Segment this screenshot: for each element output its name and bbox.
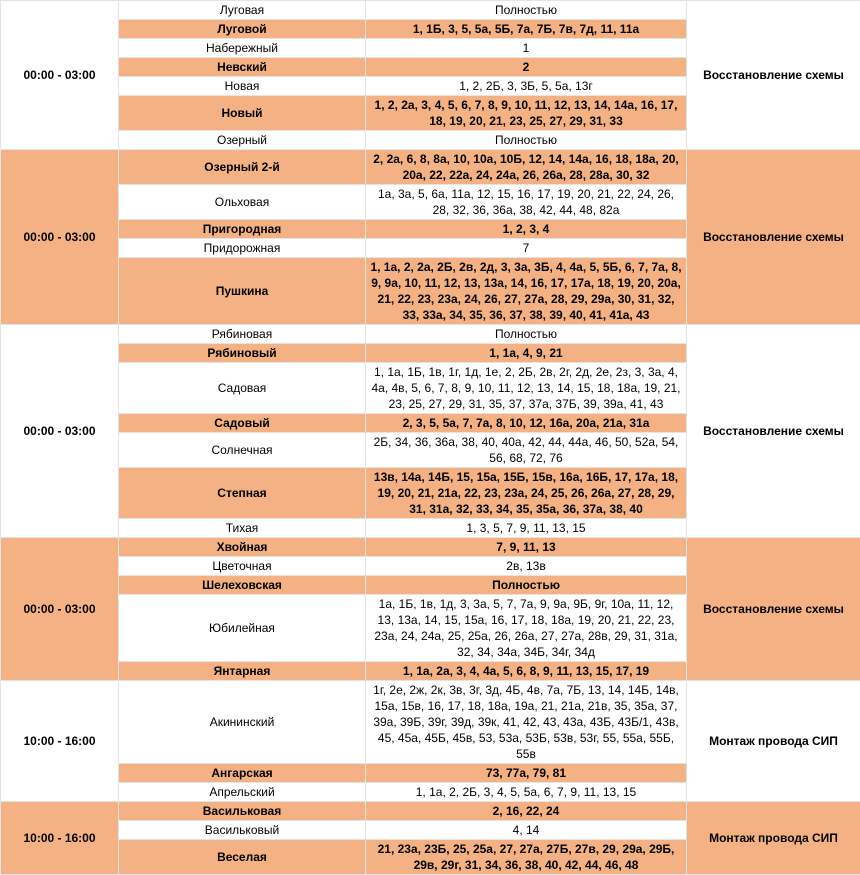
houses-cell: 7 — [366, 239, 687, 258]
street-cell: Шелеховская — [119, 576, 366, 595]
houses-cell: 1, 2, 2а, 3, 4, 5, 6, 7, 8, 9, 10, 11, 12, 13, 14, 14а, 16, 17, 18, 19, 20, 21, 23, 25, 27, 29, 31, 33 — [366, 96, 687, 131]
houses-cell: 1, 1а, 2, 2Б, 3, 4, 5, 5а, 6, 7, 9, 11, 13, 15 — [366, 783, 687, 802]
street-cell: Янтарная — [119, 662, 366, 681]
table-row — [1, 325, 860, 344]
houses-cell: 2в, 13в — [366, 557, 687, 576]
houses-cell: 4, 14 — [366, 821, 687, 840]
table-row — [1, 802, 860, 821]
houses-cell: 2Б, 34, 36, 36а, 38, 40, 40а, 42, 44, 44а, 46, 50, 52а, 54, 56, 68, 72, 76 — [366, 433, 687, 468]
street-cell: Хвойная — [119, 538, 366, 557]
street-cell: Пушкина — [119, 258, 366, 325]
houses-cell: Полностью — [366, 1, 687, 20]
street-cell: Садовый — [119, 414, 366, 433]
houses-cell: 7, 9, 11, 13 — [366, 538, 687, 557]
time-window-cell: 10:00 - 16:00 — [1, 802, 119, 875]
work-type-cell: Восстановление схемы — [687, 1, 860, 150]
houses-cell: 1, 1а, 1Б, 1в, 1г, 1д, 1е, 2, 2Б, 2в, 2г, 2д, 2е, 2з, 3, 3а, 4, 4а, 4в, 5, 6, 7, 8, 9, 10, 11, 12, 13, 14, 15, 18, 18а, 19, 21, 23, 25, 27, 29, 31, 35, 37, 37а, 37Б, 39, 39а, 41, 43 — [366, 363, 687, 414]
street-cell: Тихая — [119, 519, 366, 538]
street-cell: Акининский — [119, 681, 366, 764]
street-cell: Юбилейная — [119, 595, 366, 662]
houses-cell: 2 — [366, 58, 687, 77]
street-cell: Придорожная — [119, 239, 366, 258]
houses-cell: Полностью — [366, 325, 687, 344]
houses-cell: 1а, 3а, 5, 6а, 11а, 12, 15, 16, 17, 19, 20, 21, 22, 24, 26, 28, 32, 36, 36а, 38, 42, 44, 48, 82а — [366, 185, 687, 220]
street-cell: Озерный 2-й — [119, 150, 366, 185]
street-cell: Новый — [119, 96, 366, 131]
street-cell: Пригородная — [119, 220, 366, 239]
houses-cell: 21, 23а, 23Б, 25, 25а, 27, 27а, 27Б, 27в, 29, 29а, 29Б, 29в, 29г, 31, 34, 36, 38, 40, 42, 44, 46, 48 — [366, 840, 687, 875]
time-window-cell: 00:00 - 03:00 — [1, 1, 119, 150]
street-cell: Луговой — [119, 20, 366, 39]
work-type-cell: Восстановление схемы — [687, 538, 860, 681]
houses-cell: 1, 1а, 2, 2а, 2Б, 2в, 2д, 3, 3а, 3Б, 4, 4а, 5, 5Б, 6, 7, 7а, 8, 9, 9а, 10, 11, 12, 13, 13а, 14, 16, 17, 17а, 18, 19, 20, 20а, 21, 22, 23, 23а, 24, 26, 27, 27а, 28, 29, 29а, 30, 31, 32, 33, 33а, 34, 35, 36, 37, 38, 39, 40, 41, 41а, 43 — [366, 258, 687, 325]
time-window-cell: 00:00 - 03:00 — [1, 150, 119, 325]
table-row — [1, 681, 860, 764]
street-cell: Цветочная — [119, 557, 366, 576]
houses-cell: 1, 2, 2Б, 3, 3Б, 5, 5а, 13г — [366, 77, 687, 96]
houses-cell: 1г, 2е, 2ж, 2к, 3в, 3г, 3д, 4Б, 4в, 7а, 7Б, 13, 14, 14Б, 14в, 15а, 15в, 16, 17, 18, 18а, 19а, 21, 21а, 21в, 35, 35а, 37, 39а, 39Б, 39г, 39д, 39к, 41, 42, 43, 43а, 43Б, 43Б/1, 43в, 45, 45а, 45Б, 45в, 53, 53а, 53Б, 53в, 53г, 55, 55а, 55Б, 55в — [366, 681, 687, 764]
table-row — [1, 150, 860, 185]
houses-cell: 13в, 14а, 14Б, 15, 15а, 15Б, 15в, 16а, 16Б, 17, 17а, 18, 19, 20, 21, 21а, 22, 23, 23а, 24, 25, 26, 26а, 27, 28, 29, 31, 31а, 32, 33, 34, 35, 35а, 36, 37а, 38, 40 — [366, 468, 687, 519]
street-cell: Апрельский — [119, 783, 366, 802]
street-cell: Рябиновый — [119, 344, 366, 363]
houses-cell: Полностью — [366, 131, 687, 150]
houses-cell: 1а, 1Б, 1в, 1д, 3, 3а, 5, 7, 7а, 9, 9а, 9Б, 9г, 10а, 11, 12, 13, 13а, 14, 15, 15а, 16, 17, 18, 18а, 19, 20, 21, 22, 23, 23а, 24, 24а, 25, 25а, 26, 26а, 27, 27а, 28в, 29, 31, 31а, 32, 34, 34а, 34Б, 34г, 34д — [366, 595, 687, 662]
street-cell: Ангарская — [119, 764, 366, 783]
work-type-cell: Монтаж провода СИП — [687, 681, 860, 802]
houses-cell: 1, 2, 3, 4 — [366, 220, 687, 239]
houses-cell: 2, 16, 22, 24 — [366, 802, 687, 821]
time-window-cell: 00:00 - 03:00 — [1, 538, 119, 681]
street-cell: Веселая — [119, 840, 366, 875]
houses-cell: Полностью — [366, 576, 687, 595]
street-cell: Васильковый — [119, 821, 366, 840]
time-window-cell: 00:00 - 03:00 — [1, 325, 119, 538]
street-cell: Васильковая — [119, 802, 366, 821]
street-cell: Озерный — [119, 131, 366, 150]
street-cell: Рябиновая — [119, 325, 366, 344]
table-row — [1, 538, 860, 557]
work-type-cell: Восстановление схемы — [687, 325, 860, 538]
street-cell: Ольховая — [119, 185, 366, 220]
street-cell: Садовая — [119, 363, 366, 414]
street-cell: Солнечная — [119, 433, 366, 468]
houses-cell: 1, 1Б, 3, 5, 5а, 5Б, 7а, 7Б, 7в, 7д, 11, 11а — [366, 20, 687, 39]
houses-cell: 2, 3, 5, 5а, 7, 7а, 8, 10, 12, 16а, 20а, 21а, 31а — [366, 414, 687, 433]
street-cell: Степная — [119, 468, 366, 519]
street-cell: Невский — [119, 58, 366, 77]
houses-cell: 2, 2а, 6, 8, 8а, 10, 10а, 10Б, 12, 14, 14а, 16, 18, 18а, 20, 20а, 22, 22а, 24, 24а, 26, 26а, 28, 28а, 30, 32 — [366, 150, 687, 185]
houses-cell: 1, 1а, 4, 9, 21 — [366, 344, 687, 363]
work-type-cell: Монтаж провода СИП — [687, 802, 860, 875]
houses-cell: 1, 1а, 2а, 3, 4, 4а, 5, 6, 8, 9, 11, 13, 15, 17, 19 — [366, 662, 687, 681]
houses-cell: 1 — [366, 39, 687, 58]
street-cell: Луговая — [119, 1, 366, 20]
street-cell: Набережный — [119, 39, 366, 58]
work-type-cell: Восстановление схемы — [687, 150, 860, 325]
street-cell: Новая — [119, 77, 366, 96]
schedule-body — [1, 1, 860, 875]
table-row — [1, 1, 860, 20]
houses-cell: 1, 3, 5, 7, 9, 11, 13, 15 — [366, 519, 687, 538]
time-window-cell: 10:00 - 16:00 — [1, 681, 119, 802]
houses-cell: 73, 77а, 79, 81 — [366, 764, 687, 783]
